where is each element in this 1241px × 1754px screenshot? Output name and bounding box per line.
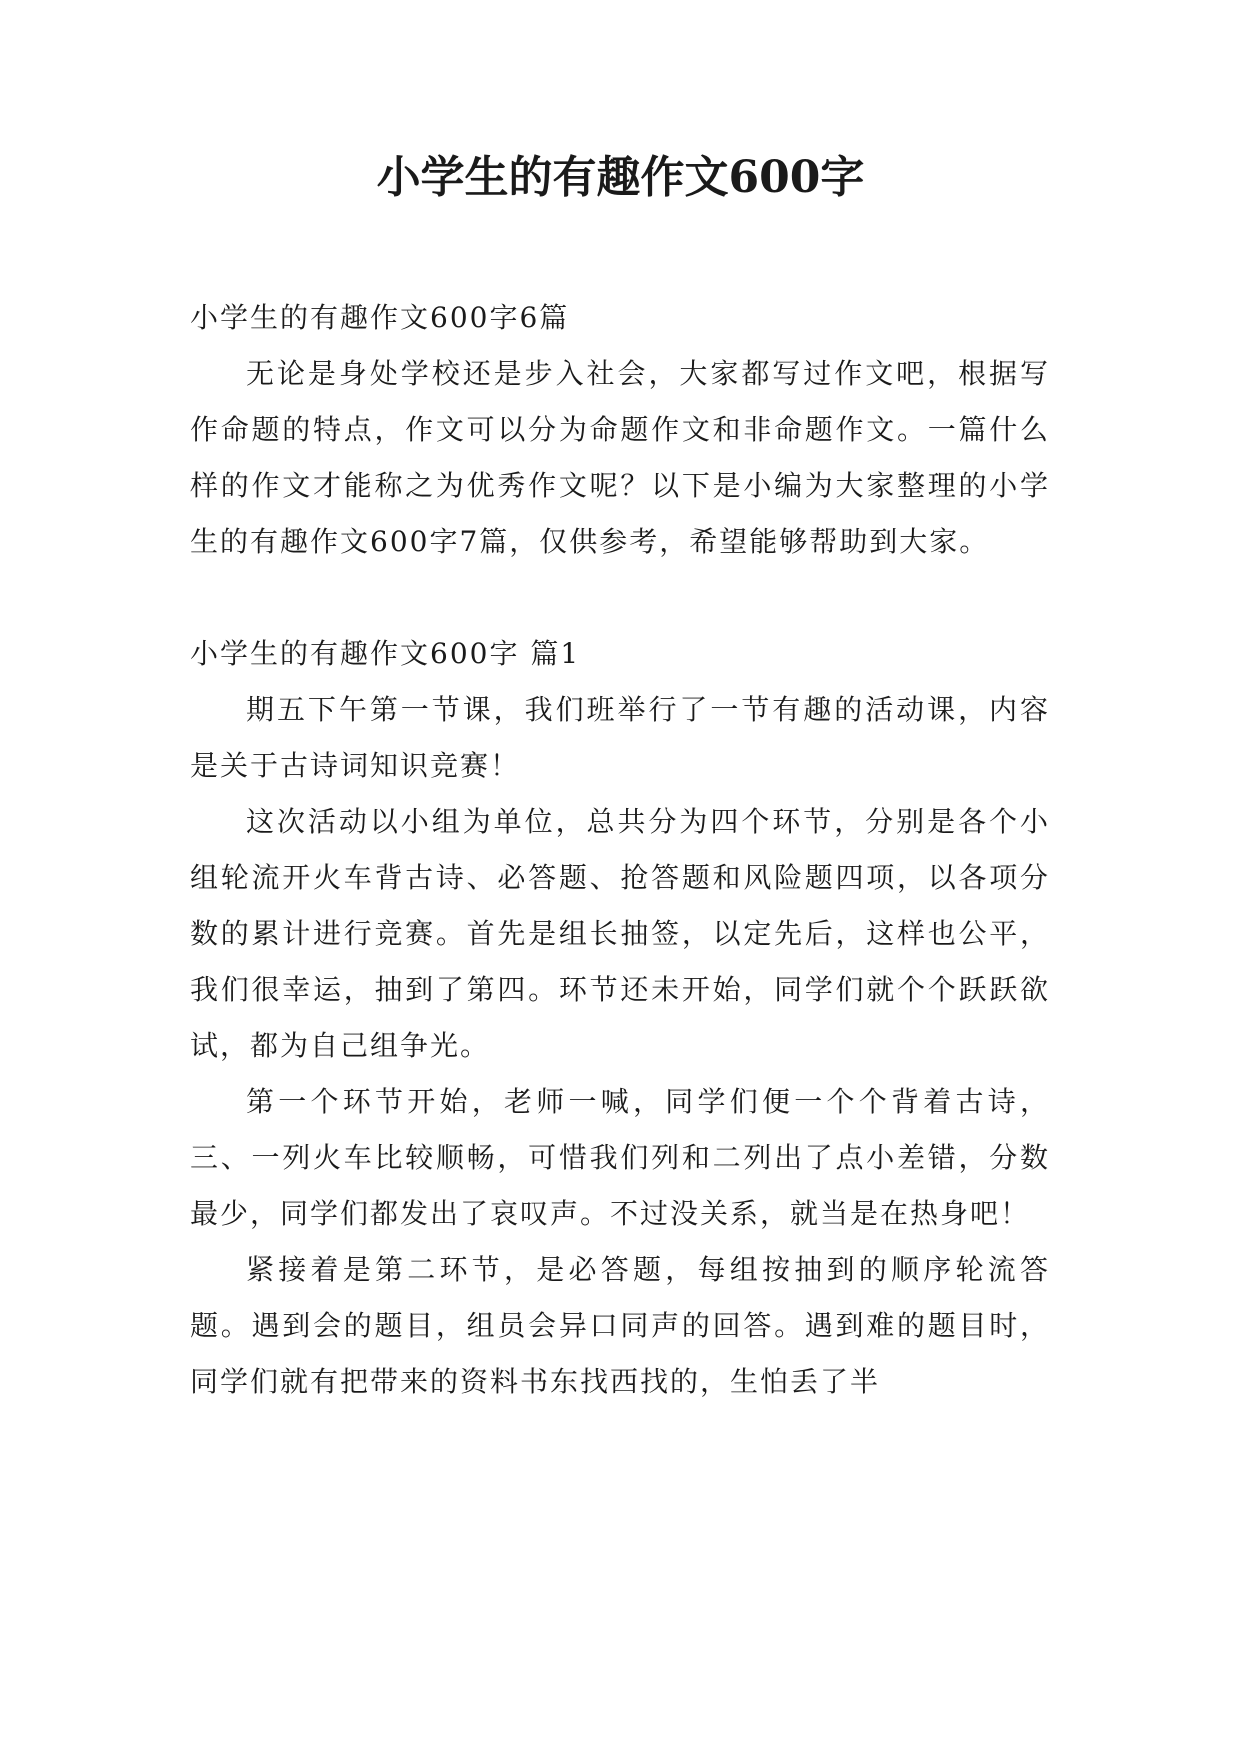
document-body <box>190 290 1050 1410</box>
section1-paragraph: 这次活动以小组为单位，总共分为四个环节，分别是各个小组轮流开火车背古诗、必答题、抢答题和风险题四项，以各项分数的累计进行竞赛。首先是组长抽签，以定先后，这样也公平，我们很幸运，抽到了第四。环节还未开始，同学们就个个跃跃欲试，都为自己组争光。 <box>190 805 1050 1062</box>
section1-paragraph: 期五下午第一节课，我们班举行了一节有趣的活动课，内容是关于古诗词知识竞赛！ <box>190 693 1050 782</box>
section-spacer <box>190 570 1050 626</box>
section1-paragraph: 第一个环节开始，老师一喊，同学们便一个个背着古诗，三、一列火车比较顺畅，可惜我们列和二列出了点小差错，分数最少，同学们都发出了哀叹声。不过没关系，就当是在热身吧！ <box>190 1085 1050 1230</box>
section1-heading: 小学生的有趣作文600字 篇1 <box>190 637 581 670</box>
intro-heading: 小学生的有趣作文600字6篇 <box>190 301 570 334</box>
document-title: 小学生的有趣作文600字 <box>376 152 865 203</box>
section1-paragraph: 紧接着是第二环节，是必答题，每组按抽到的顺序轮流答题。遇到会的题目，组员会异口同声的回答。遇到难的题目时，同学们就有把带来的资料书东找西找的，生怕丢了半 <box>190 1253 1050 1398</box>
intro-paragraph: 无论是身处学校还是步入社会，大家都写过作文吧，根据写作命题的特点，作文可以分为命题作文和非命题作文。一篇什么样的作文才能称之为优秀作文呢？以下是小编为大家整理的小学生的有趣作文600字7篇，仅供参考，希望能够帮助到大家。 <box>190 357 1050 558</box>
